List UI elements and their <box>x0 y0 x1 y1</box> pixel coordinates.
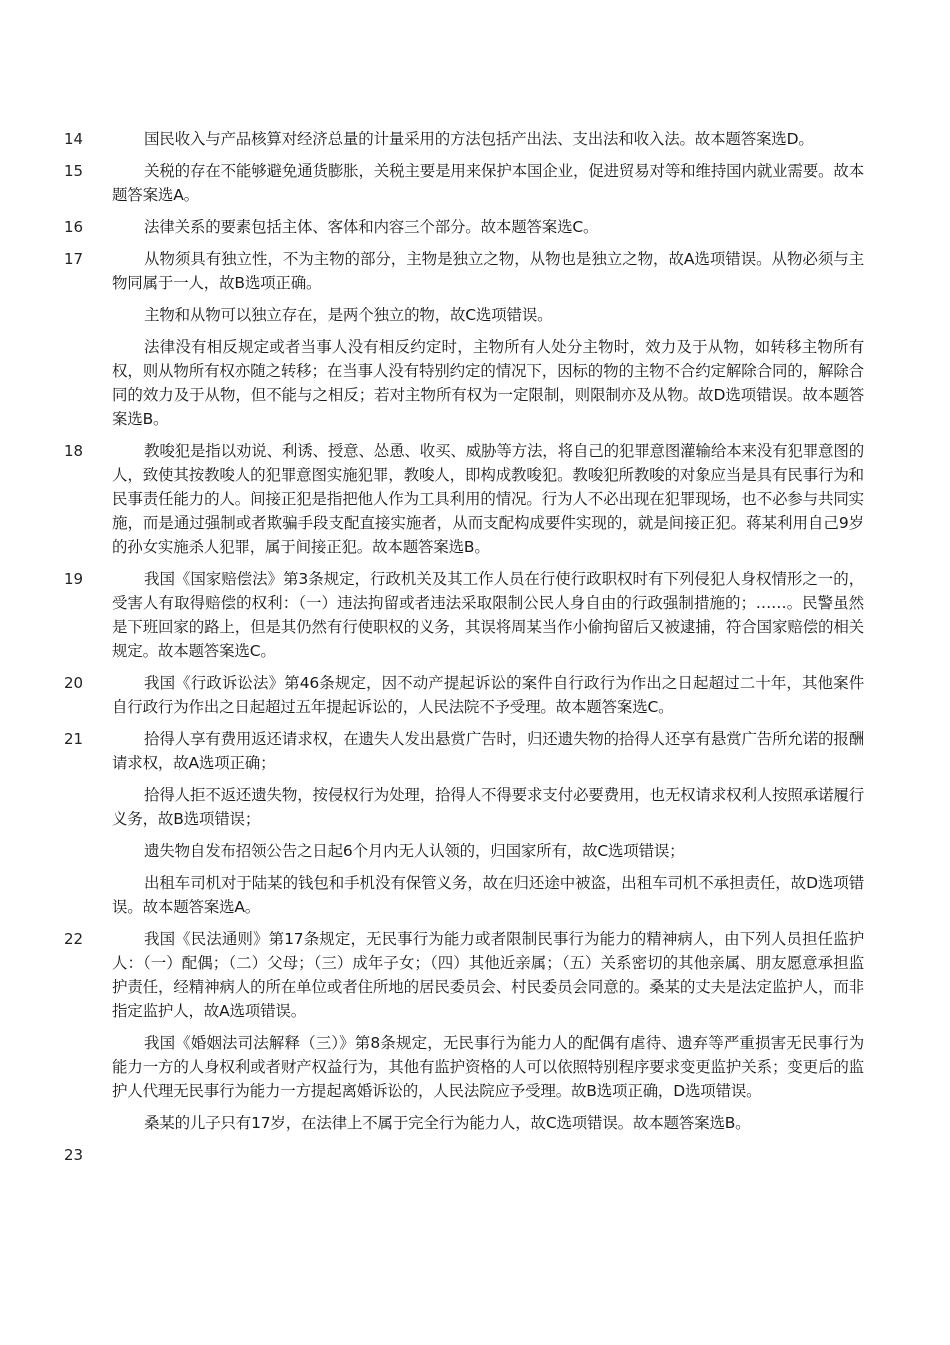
question-number: 21 <box>64 730 84 748</box>
question-entry <box>0 727 950 919</box>
answer-explanations <box>0 127 950 1175</box>
question-number: 17 <box>64 250 84 268</box>
explanation-paragraph: 从物须具有独立性，不为主物的部分，主物是独立之物，从物也是独立之物，故A选项错误。从物必须与主物同属于一人，故B选项正确。 <box>112 250 864 292</box>
question-entry <box>0 215 950 239</box>
explanation-paragraph: 法律关系的要素包括主体、客体和内容三个部分。故本题答案选C。 <box>144 218 599 236</box>
question-entry <box>0 671 950 719</box>
question-number: 14 <box>64 130 84 148</box>
question-number: 23 <box>64 1146 84 1164</box>
question-number: 22 <box>64 930 84 948</box>
explanation-paragraph: 法律没有相反规定或者当事人没有相反约定时，主物所有人处分主物时，效力及于从物，如转移主物所有权，则从物所有权亦随之转移；在当事人没有特别约定的情况下，因标的物的主物不合约定解除合同的，解除合同的效力及于从物，但不能与之相反；若对主物所有权为一定限制，则限制亦及从物。故D选项错误。故本题答案选B。 <box>112 338 864 428</box>
question-entry <box>0 127 950 151</box>
explanation-paragraph: 主物和从物可以独立存在，是两个独立的物，故C选项错误。 <box>144 306 553 324</box>
question-entry <box>0 439 950 559</box>
question-number: 20 <box>64 674 84 692</box>
question-entry <box>0 247 950 431</box>
question-entry <box>0 159 950 207</box>
question-number: 19 <box>64 570 84 588</box>
explanation-paragraph: 拾得人享有费用返还请求权，在遗失人发出悬赏广告时，归还遗失物的拾得人还享有悬赏广告所允诺的报酬请求权，故A选项正确； <box>112 730 864 772</box>
explanation-paragraph: 出租车司机对于陆某的钱包和手机没有保管义务，故在归还途中被盗，出租车司机不承担责任，故D选项错误。故本题答案选A。 <box>112 874 864 916</box>
question-entry <box>0 567 950 663</box>
question-number: 15 <box>64 162 84 180</box>
question-number: 18 <box>64 442 84 460</box>
explanation-paragraph: 关税的存在不能够避免通货膨胀，关税主要是用来保护本国企业，促进贸易对等和维持国内就业需要。故本题答案选A。 <box>112 162 864 204</box>
explanation-paragraph: 遗失物自发布招领公告之日起6个月内无人认领的，归国家所有，故C选项错误； <box>144 842 685 860</box>
explanation-paragraph: 我国《民法通则》第17条规定，无民事行为能力或者限制民事行为能力的精神病人，由下列人员担任监护人：（一）配偶；（二）父母；（三）成年子女；（四）其他近亲属；（五）关系密切的其他亲属、朋友愿意承担监护责任，经精神病人的所在单位或者住所地的居民委员会、村民委员会同意的。桑某的丈夫是法定监护人，而非指定监护人，故A选项错误。 <box>112 930 864 1020</box>
question-number: 16 <box>64 218 84 236</box>
explanation-paragraph: 拾得人拒不返还遗失物，按侵权行为处理，拾得人不得要求支付必要费用，也无权请求权利人按照承诺履行义务，故B选项错误； <box>112 786 864 828</box>
question-entry <box>0 1143 950 1167</box>
explanation-paragraph: 我国《国家赔偿法》第3条规定，行政机关及其工作人员在行使行政职权时有下列侵犯人身权情形之一的，受害人有取得赔偿的权利：（一）违法拘留或者违法采取限制公民人身自由的行政强制措施的；……。民警虽然是下班回家的路上，但是其仍然有行使职权的义务，其误将周某当作小偷拘留后又被逮捕，符合国家赔偿的相关规定。故本题答案选C。 <box>112 570 864 660</box>
explanation-paragraph: 国民收入与产品核算对经济总量的计量采用的方法包括产出法、支出法和收入法。故本题答案选D。 <box>144 130 814 148</box>
question-entry <box>0 927 950 1135</box>
explanation-paragraph: 教唆犯是指以劝说、利诱、授意、怂恿、收买、威胁等方法，将自己的犯罪意图灌输给本来没有犯罪意图的人，致使其按教唆人的犯罪意图实施犯罪，教唆人，即构成教唆犯。教唆犯所教唆的对象应当是具有民事行为和民事责任能力的人。间接正犯是指把他人作为工具利用的情况。行为人不必出现在犯罪现场，也不必参与共同实施，而是通过强制或者欺骗手段支配直接实施者，从而支配构成要件实现的，就是间接正犯。蒋某利用自己9岁的孙女实施杀人犯罪，属于间接正犯。故本题答案选B。 <box>112 442 864 556</box>
explanation-paragraph: 我国《婚姻法司法解释（三）》第8条规定，无民事行为能力人的配偶有虐待、遗弃等严重损害无民事行为能力一方的人身权利或者财产权益行为，其他有监护资格的人可以依照特别程序要求变更监护关系；变更后的监护人代理无民事行为能力一方提起离婚诉讼的，人民法院应予受理。故B选项正确，D选项错误。 <box>112 1034 864 1100</box>
explanation-paragraph: 我国《行政诉讼法》第46条规定，因不动产提起诉讼的案件自行政行为作出之日起超过二十年，其他案件自行政行为作出之日起超过五年提起诉讼的，人民法院不予受理。故本题答案选C。 <box>112 674 864 716</box>
explanation-paragraph: 桑某的儿子只有17岁，在法律上不属于完全行为能力人，故C选项错误。故本题答案选B。 <box>144 1114 751 1132</box>
